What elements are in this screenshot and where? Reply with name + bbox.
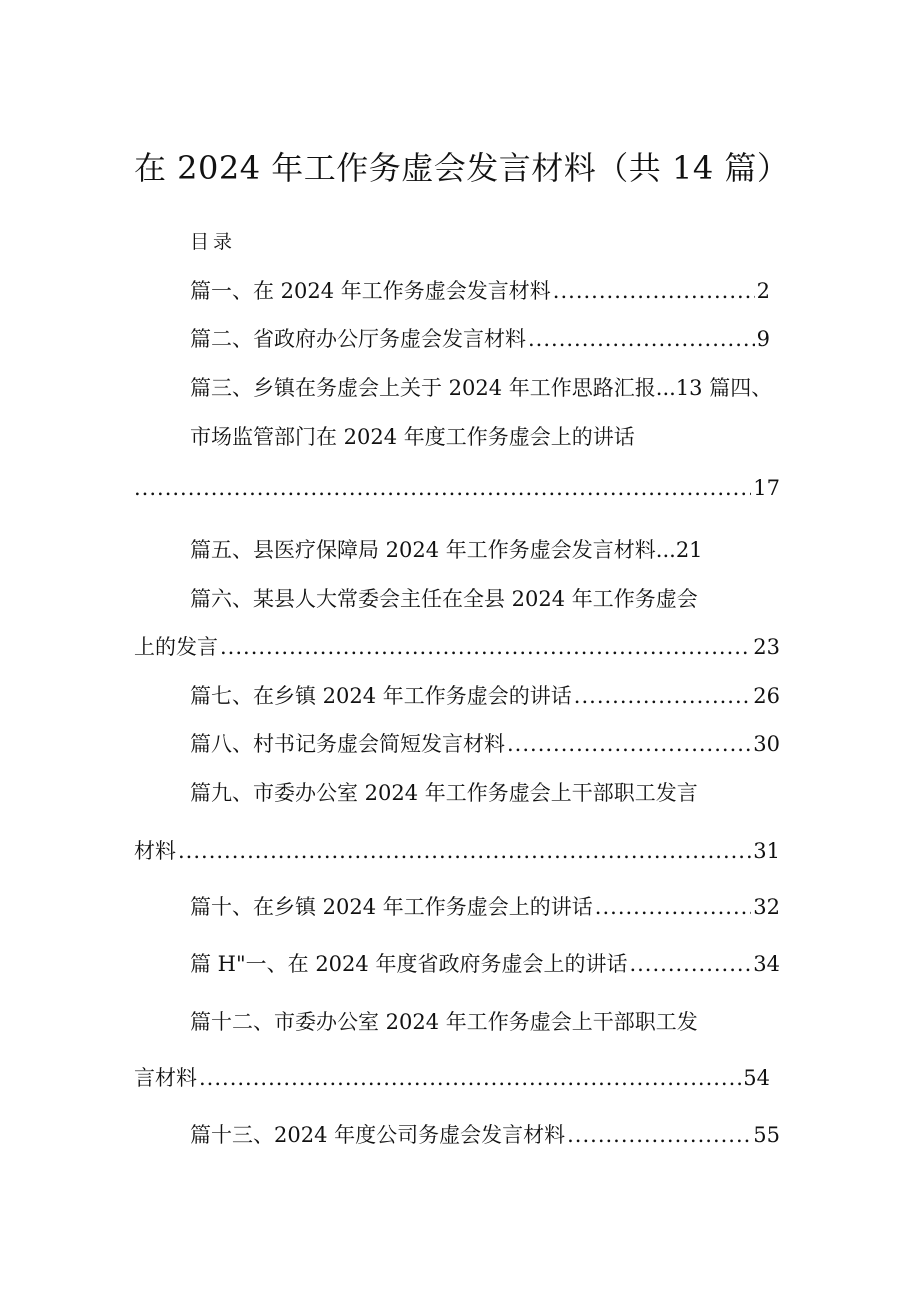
toc-entry-4-leader[interactable] bbox=[134, 473, 780, 503]
toc-page-number: 55 bbox=[753, 1123, 780, 1147]
toc-leader-dots bbox=[199, 1063, 741, 1093]
document-title: 在 2024 年工作务虚会发言材料（共 14 篇） bbox=[134, 149, 790, 187]
toc-entry-6-cont[interactable] bbox=[134, 632, 780, 662]
toc-entry-title: 篇七、在乡镇 2024 年工作务虚会的讲话 bbox=[190, 684, 572, 708]
toc-entry-title: 篇十、在乡镇 2024 年工作务虚会上的讲话 bbox=[190, 895, 593, 919]
toc-entry-title: 篇八、村书记务虚会简短发言材料 bbox=[190, 732, 505, 756]
toc-leader-dots bbox=[567, 1120, 751, 1150]
toc-entry-title: 篇一、在 2024 年工作务虚会发言材料 bbox=[190, 279, 551, 303]
toc-entry-2[interactable] bbox=[190, 324, 770, 354]
toc-leader-dots bbox=[574, 681, 751, 711]
toc-entry-title: 篇 H"一、在 2024 年度省政府务虚会上的讲话 bbox=[190, 952, 628, 976]
toc-leader-dots bbox=[134, 473, 751, 503]
toc-page-number: 23 bbox=[753, 635, 780, 659]
toc-entry-9[interactable]: 篇九、市委办公室 2024 年工作务虚会上干部职工发言 bbox=[190, 781, 698, 805]
toc-leader-dots bbox=[507, 729, 751, 759]
toc-entry-4[interactable]: 市场监管部门在 2024 年度工作务虚会上的讲话 bbox=[190, 425, 635, 449]
toc-entry-12[interactable]: 篇十二、市委办公室 2024 年工作务虚会上干部职工发 bbox=[190, 1010, 698, 1034]
toc-page-number: 26 bbox=[753, 684, 780, 708]
toc-entry-1[interactable] bbox=[190, 276, 770, 306]
toc-page-number: 32 bbox=[753, 895, 780, 919]
toc-entry-3[interactable]: 篇三、乡镇在务虚会上关于 2024 年工作思路汇报...13 篇四、 bbox=[190, 376, 773, 400]
toc-entry-title: 材料 bbox=[134, 839, 176, 863]
toc-entry-6[interactable]: 篇六、某县人大常委会主任在全县 2024 年工作务虚会 bbox=[190, 587, 698, 611]
toc-leader-dots bbox=[220, 632, 751, 662]
toc-page-number: 2 bbox=[756, 279, 770, 303]
toc-page-number: 34 bbox=[753, 952, 780, 976]
toc-leader-dots bbox=[528, 324, 755, 354]
toc-leader-dots bbox=[595, 892, 751, 922]
toc-page-number: 31 bbox=[753, 839, 780, 863]
toc-page-number: 17 bbox=[753, 476, 780, 500]
toc-entry-10[interactable] bbox=[190, 892, 780, 922]
toc-entry-title: 言材料 bbox=[134, 1066, 197, 1090]
toc-entry-title: 上的发言 bbox=[134, 635, 218, 659]
toc-entry-8[interactable] bbox=[190, 729, 780, 759]
toc-leader-dots bbox=[629, 949, 751, 979]
toc-leader-dots bbox=[553, 276, 755, 306]
toc-entry-title: 篇十三、2024 年度公司务虚会发言材料 bbox=[190, 1123, 566, 1147]
toc-heading: 目录 bbox=[190, 231, 237, 253]
toc-page-number: 54 bbox=[743, 1066, 770, 1090]
toc-entry-11[interactable] bbox=[190, 949, 780, 979]
toc-entry-7[interactable] bbox=[190, 681, 780, 711]
toc-entry-13[interactable] bbox=[190, 1120, 780, 1150]
toc-entry-title: 篇二、省政府办公厅务虚会发言材料 bbox=[190, 327, 526, 351]
toc-leader-dots bbox=[178, 836, 751, 866]
toc-page-number: 30 bbox=[753, 732, 780, 756]
toc-page-number: 9 bbox=[756, 327, 770, 351]
toc-entry-9-cont[interactable] bbox=[134, 836, 780, 866]
toc-entry-5[interactable]: 篇五、县医疗保障局 2024 年工作务虚会发言材料...21 bbox=[190, 538, 703, 562]
toc-entry-12-cont[interactable] bbox=[134, 1063, 770, 1093]
